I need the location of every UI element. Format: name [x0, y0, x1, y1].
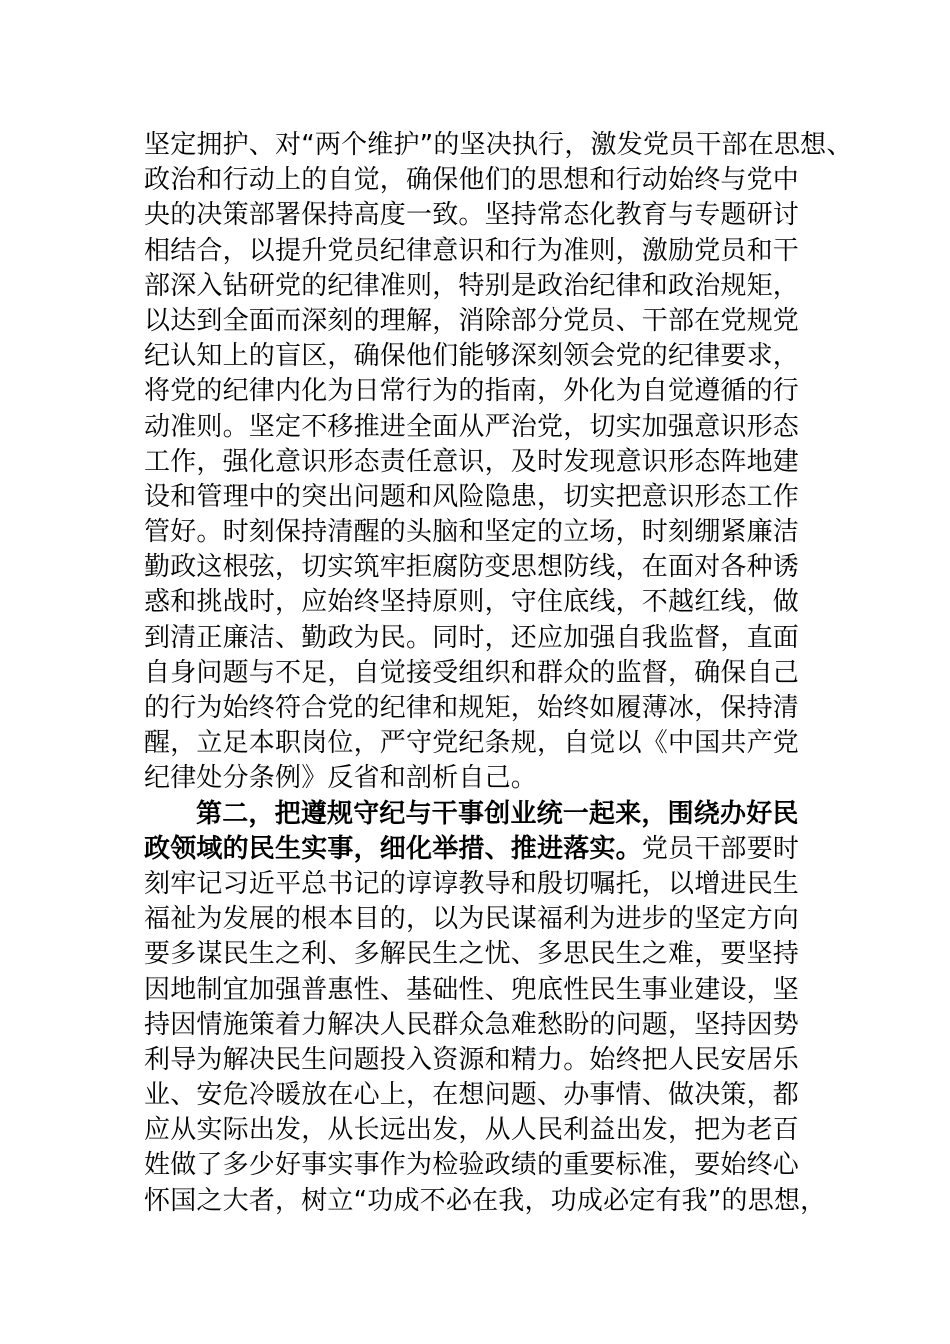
- text-line: 设和管理中的突出问题和风险隐患，切实把意识形态工作: [144, 481, 800, 512]
- text-line: 纪律处分条例》反省和剖析自己。: [144, 763, 538, 794]
- text-line: 因地制宜加强普惠性、基础性、兜底性民生事业建设，坚: [144, 974, 800, 1005]
- text-line: [144, 832, 812, 867]
- text-line: 纪认知上的盲区，确保他们能够深刻领会党的纪律要求，: [144, 341, 800, 372]
- text-line: 姓做了多少好事实事作为检验政绩的重要标准，要始终心: [144, 1150, 800, 1181]
- text-line: 醒，立足本职岗位，严守党纪条规，自觉以《中国共产党: [144, 728, 800, 759]
- text-line: 怀国之大者，树立“功成不必在我，功成必定有我”的思想，: [144, 1185, 827, 1216]
- text-line: 以达到全面而深刻的理解，消除部分党员、干部在党规党: [144, 305, 800, 336]
- text-line: 坚定拥护、对“两个维护”的坚决执行，激发党员干部在思想、: [144, 130, 853, 160]
- text-line: 自身问题与不足，自觉接受组织和群众的监督，确保自己: [144, 657, 800, 688]
- document-body: [144, 128, 853, 1219]
- paragraph-2-heading-line: 第二，把遵规守纪与干事创业统一起来，围绕办好民: [196, 798, 799, 829]
- text-line: 部深入钻研党的纪律准则，特别是政治纪律和政治规矩，: [144, 270, 800, 301]
- text-line: 利导为解决民生问题投入资源和精力。始终把人民安居乐: [144, 1044, 800, 1075]
- text-line: 福祉为发展的根本目的，以为民谋福利为进步的坚定方向: [144, 904, 800, 935]
- paragraph-2-heading-end: 政领域的民生实事，细化举措、推进落实。: [144, 833, 642, 864]
- text-line: 到清正廉洁、勤政为民。同时，还应加强自我监督，直面: [144, 622, 800, 653]
- text-line: 持因情施策着力解决人民群众急难愁盼的问题，坚持因势: [144, 1009, 800, 1040]
- text-line: 业、安危冷暖放在心上，在想问题、办事情、做决策，都: [144, 1080, 800, 1111]
- paragraph-1: [144, 128, 853, 797]
- text-line: 央的决策部署保持高度一致。坚持常态化教育与专题研讨: [144, 200, 800, 231]
- text-line: 工作，强化意识形态责任意识，及时发现意识形态阵地建: [144, 446, 800, 477]
- text-line: 惑和挑战时，应始终坚持原则，守住底线，不越红线，做: [144, 587, 800, 618]
- text-line: 相结合，以提升党员纪律意识和行为准则，激励党员和干: [144, 235, 800, 266]
- text-line: 将党的纪律内化为日常行为的指南，外化为自觉遵循的行: [144, 376, 800, 407]
- paragraph-2: [144, 797, 827, 1219]
- text-line: 勤政这根弦，切实筑牢拒腐防变思想防线，在面对各种诱: [144, 552, 800, 583]
- text-line: 的行为始终符合党的纪律和规矩，始终如履薄冰，保持清: [144, 693, 800, 723]
- text-line: 要多谋民生之利、多解民生之忧、多思民生之难，要坚持: [144, 939, 800, 970]
- text-line: 动准则。坚定不移推进全面从严治党，切实加强意识形态: [144, 411, 800, 442]
- text-line: 刻牢记习近平总书记的谆谆教导和殷切嘱托，以增进民生: [144, 868, 800, 899]
- text-line: 政治和行动上的自觉，确保他们的思想和行动始终与党中: [144, 165, 800, 196]
- text-line: 应从实际出发，从长远出发，从人民利益出发，把为老百: [144, 1115, 800, 1146]
- text-line: 管好。时刻保持清醒的头脑和坚定的立场，时刻绷紧廉洁: [144, 517, 800, 548]
- paragraph-2-text-start: 党员干部要时: [641, 833, 800, 864]
